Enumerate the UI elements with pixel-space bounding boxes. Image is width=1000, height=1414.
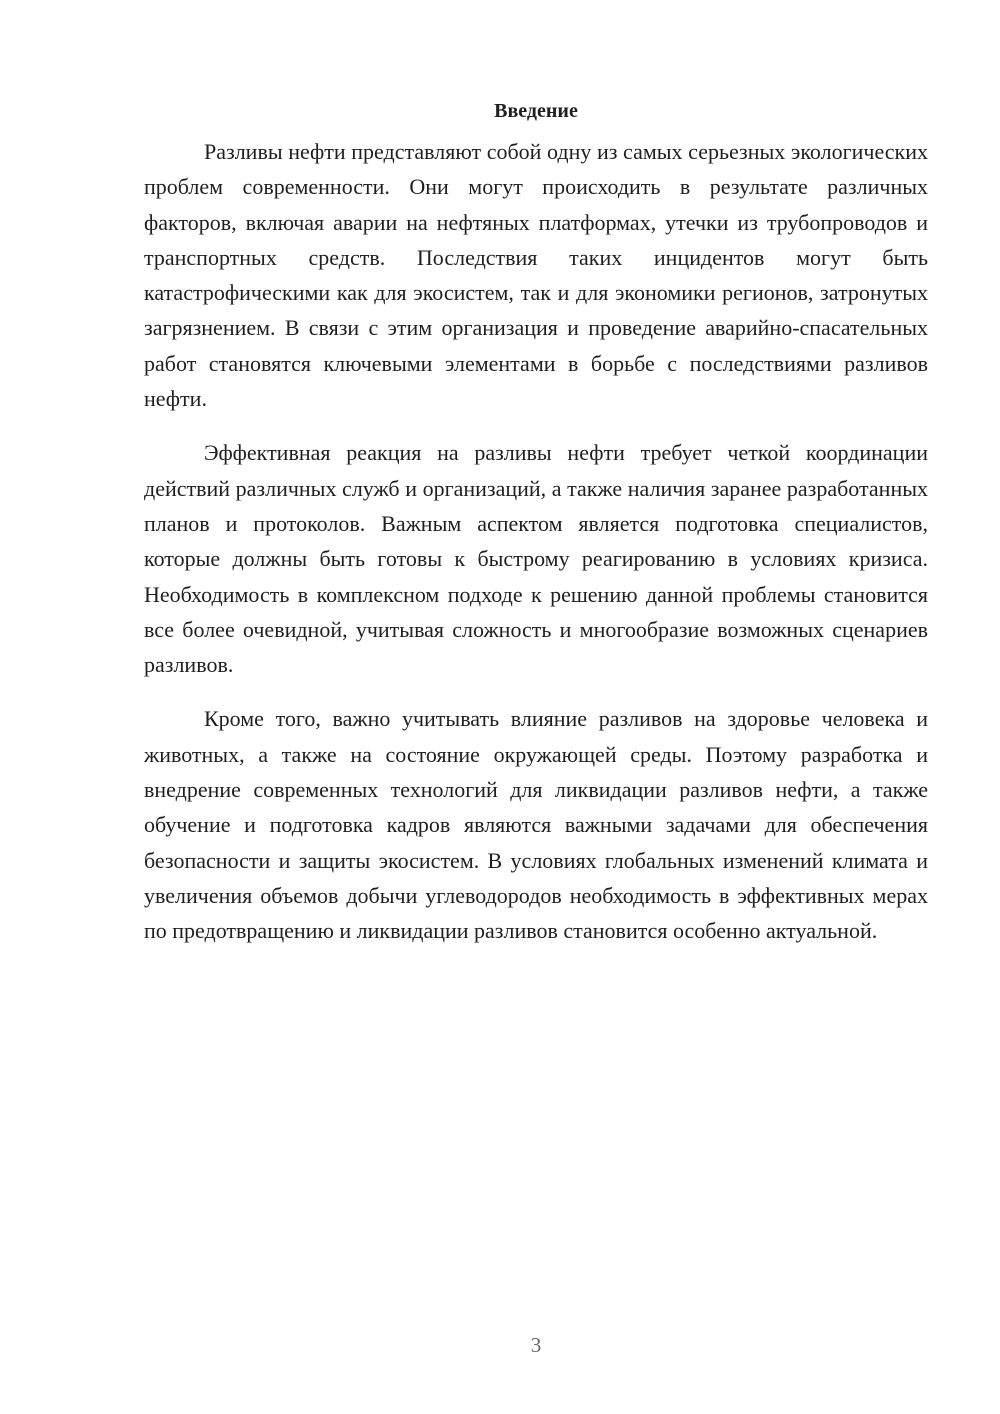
paragraph-3: Кроме того, важно учитывать влияние разливов на здоровье человека и животных, а также на состояние окружающей среды. Поэтому разработка и внедрение современных технологий для ликвидации разливов нефти, а также обучение и подготовка кадров являются важными задачами для обеспечения безопасности и защиты экосистем. В условиях глобальных изменений климата и увеличения объемов добычи углеводородов необходимость в эффективных мерах по предотвращению и ликвидации разливов становится особенно актуальной. — [144, 706, 928, 944]
section-title: Введение — [494, 100, 578, 122]
page-number: 3 — [530, 1333, 542, 1357]
paragraph-1: Разливы нефти представляют собой одну из самых серьезных экологических проблем современности. Они могут происходить в результате различных факторов, включая аварии на нефтяных платформах, утечки из трубопроводов и транспортных средств. Последствия таких инцидентов могут быть катастрофическими как для экосистем, так и для экономики регионов, затронутых загрязнением. В связи с этим организация и проведение аварийно-спасательных работ становятся ключевыми элементами в борьбе с последствиями разливов нефти. — [144, 139, 928, 412]
page-content — [144, 98, 928, 968]
paragraph-2: Эффективная реакция на разливы нефти требует четкой координации действий различных служб и организаций, а также наличия заранее разработанных планов и протоколов. Важным аспектом является подготовка специалистов, которые должны быть готовы к быстрому реагированию в условиях кризиса. Необходимость в комплексном подходе к решению данной проблемы становится все более очевидной, учитывая сложность и многообразие возможных сценариев разливов. — [144, 440, 928, 678]
